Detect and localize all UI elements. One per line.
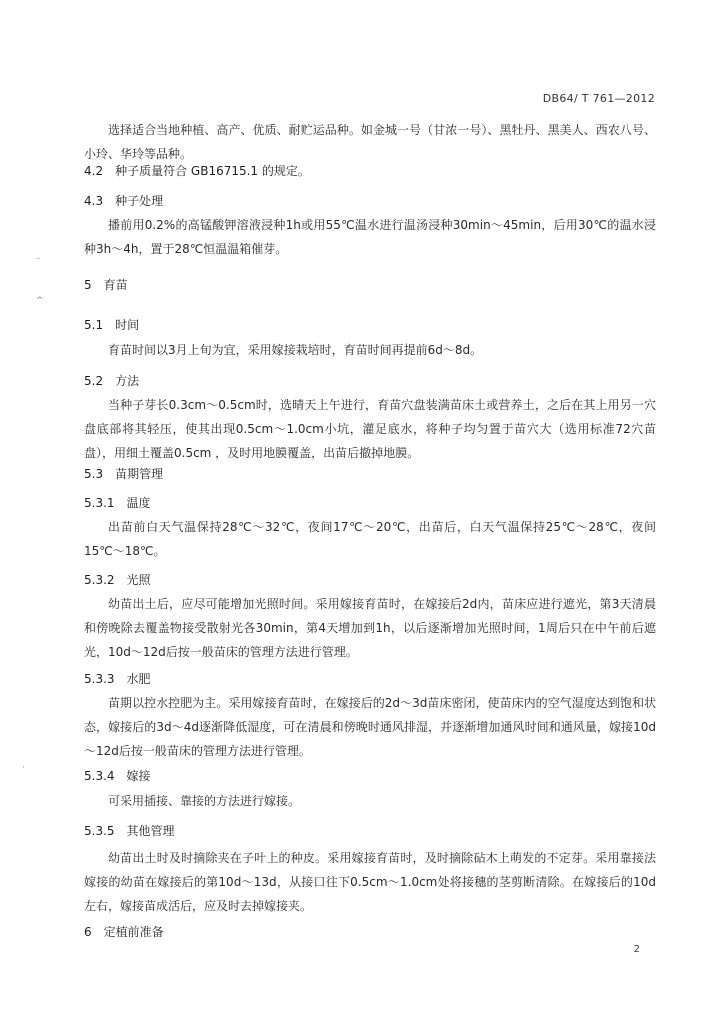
section-number: 5.3.3 bbox=[84, 672, 115, 686]
section-5-heading bbox=[84, 276, 128, 293]
section-title: 种子处理 bbox=[115, 194, 164, 208]
section-number: 4.2 bbox=[84, 164, 104, 178]
section-title: 光照 bbox=[126, 573, 151, 587]
section-5-2-body: 当种子芽长0.3cm～0.5cm时，选晴天上午进行，育苗穴盘装满苗床土或营养土，之后在其上用另一穴盘底部将其轻压，使其出现0.5cm～1.0cm小坑，灌足底水，将种子均匀置于苗穴大（选用标准72穴苗盘），用细土覆盖0.5cm ，及时用地膜覆盖，出苗后撤掉地膜。 bbox=[84, 398, 656, 460]
section-5-3-5-heading bbox=[84, 822, 175, 839]
section-5-1-heading bbox=[84, 316, 139, 333]
section-title: 水肥 bbox=[126, 672, 151, 686]
scan-mark: ^ bbox=[36, 296, 44, 306]
section-4-2 bbox=[84, 162, 310, 179]
section-title: 苗期管理 bbox=[115, 467, 164, 481]
section-5-3-4-body: 可采用插接、靠接的方法进行嫁接。 bbox=[108, 794, 301, 808]
section-4-3-body: 播前用0.2%的高锰酸钾溶液浸种1h或用55℃温水进行温汤浸种30min～45min，后用30℃的温水浸种3h～4h，置于28℃恒温温箱催芽。 bbox=[84, 218, 656, 256]
section-5-2-heading bbox=[84, 372, 139, 389]
intro-paragraph: 选择适合当地种植、高产、优质、耐贮运品种。如金城一号（甘浓一号）、黑牡丹、黑美人、西农八号、小玲、华玲等品种。 bbox=[84, 123, 656, 161]
section-title: 其他管理 bbox=[126, 824, 175, 838]
scan-mark: · bbox=[22, 763, 25, 773]
section-5-3-5-body: 幼苗出土时及时摘除夹在子叶上的种皮。采用嫁接育苗时，及时摘除砧木上萌发的不定芽。采用靠接法嫁接的幼苗在嫁接后的第10d～13d，从接口往下0.5cm～1.0cm处将接穗的茎剪断清除。在嫁接后的10d左右，嫁接苗成活后，应及时去掉嫁接夹。 bbox=[84, 851, 656, 913]
section-number: 4.3 bbox=[84, 194, 104, 208]
section-5-3-4-heading bbox=[84, 767, 151, 784]
section-number: 5.3 bbox=[84, 467, 104, 481]
section-number: 6 bbox=[84, 925, 92, 939]
section-title: 方法 bbox=[115, 374, 140, 388]
section-number: 5.3.2 bbox=[84, 573, 115, 587]
section-number: 5.3.1 bbox=[84, 496, 115, 510]
section-5-3-2-body: 幼苗出土后，应尽可能增加光照时间。采用嫁接育苗时，在嫁接后2d内，苗床应进行遮光，第3天清晨和傍晚除去覆盖物接受散射光各30min，第4天增加到1h，以后逐渐增加光照时间，1周后只在中午前后遮光，10d～12d后按一般苗床的管理方法进行管理。 bbox=[84, 597, 656, 659]
section-6-heading bbox=[84, 923, 164, 940]
scan-mark: ˘ bbox=[36, 258, 41, 268]
section-5-3-1-heading bbox=[84, 494, 151, 511]
section-5-3-3-heading bbox=[84, 670, 151, 687]
section-5-1-body: 育苗时间以3月上旬为宜，采用嫁接栽培时，育苗时间再提前6d～8d。 bbox=[108, 343, 483, 357]
section-number: 5.3.5 bbox=[84, 824, 115, 838]
page-number: 2 bbox=[633, 944, 640, 955]
section-text: 种子质量符合 GB16715.1 的规定。 bbox=[115, 164, 310, 178]
section-5-3-3-body: 苗期以控水控肥为主。采用嫁接育苗时，在嫁接后的2d～3d苗床密闭，使苗床内的空气湿度达到饱和状态，嫁接后的3d～4d逐渐降低湿度，可在清晨和傍晚时通风排湿，并逐渐增加通风时间和通风量，嫁接10d～12d后按一般苗床的管理方法进行管理。 bbox=[84, 696, 656, 758]
section-number: 5 bbox=[84, 278, 92, 292]
section-title: 嫁接 bbox=[126, 769, 151, 783]
section-5-3-1-body: 出苗前白天气温保持28℃～32℃，夜间17℃～20℃，出苗后，白天气温保持25℃～28℃，夜间15℃～18℃。 bbox=[84, 520, 656, 558]
section-number: 5.3.4 bbox=[84, 769, 115, 783]
section-title: 定植前准备 bbox=[103, 925, 164, 939]
standard-number: DB64/ T 761—2012 bbox=[542, 92, 655, 105]
section-title: 温度 bbox=[126, 496, 151, 510]
section-title: 时间 bbox=[115, 318, 140, 332]
section-number: 5.1 bbox=[84, 318, 104, 332]
section-4-3-heading bbox=[84, 192, 163, 209]
section-5-3-heading bbox=[84, 465, 163, 482]
section-5-3-2-heading bbox=[84, 571, 151, 588]
section-title: 育苗 bbox=[103, 278, 128, 292]
section-number: 5.2 bbox=[84, 374, 104, 388]
